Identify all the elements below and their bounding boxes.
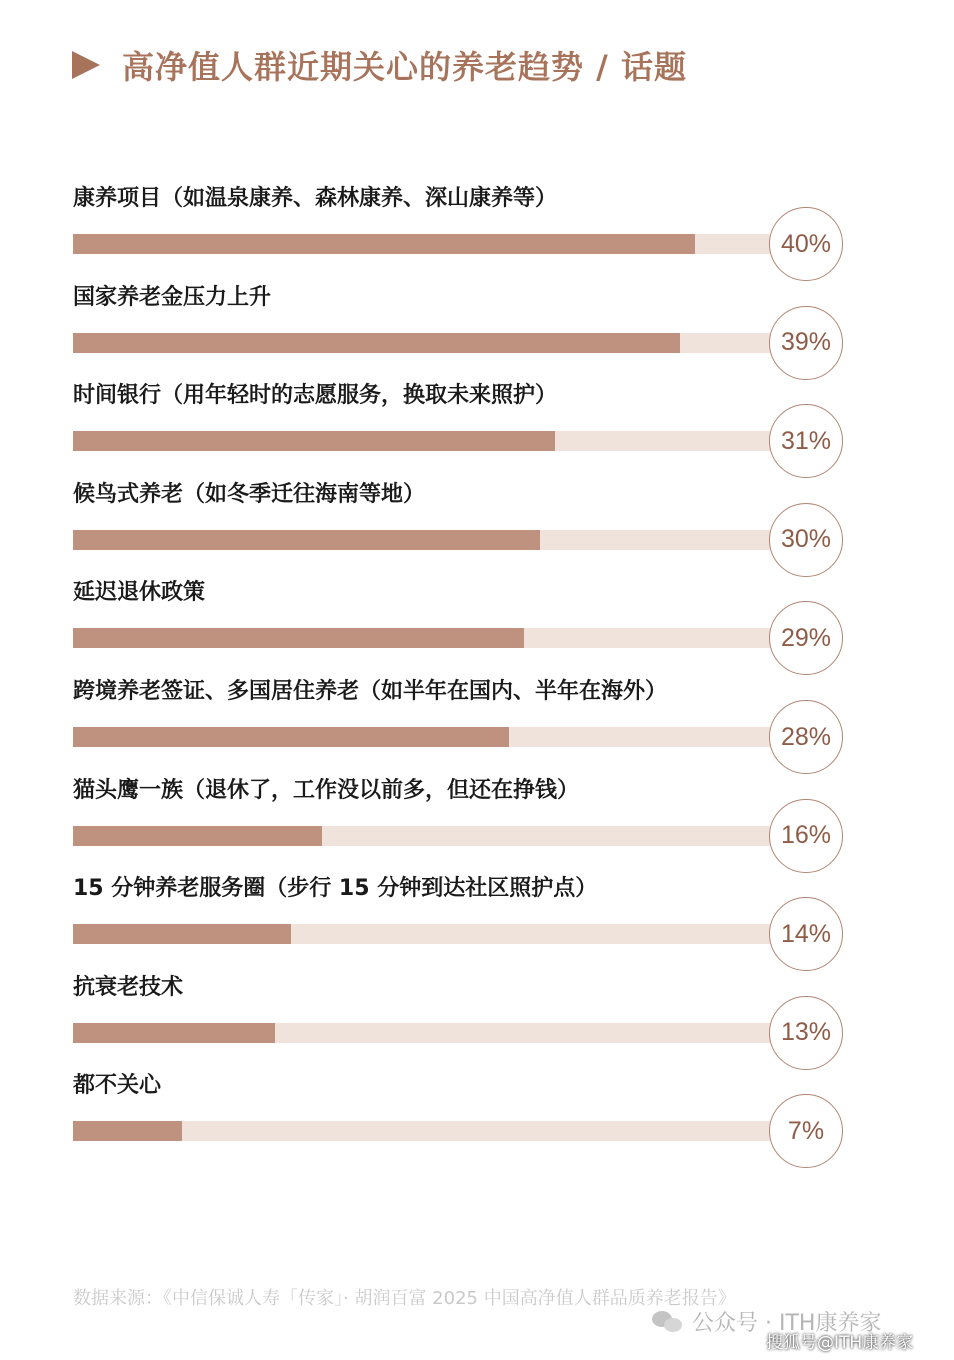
bar-fill bbox=[73, 1023, 275, 1043]
bar-track bbox=[73, 924, 773, 944]
value-label: 40% bbox=[780, 229, 832, 258]
bar-label: 时间银行（用年轻时的志愿服务，换取未来照护） bbox=[73, 383, 558, 409]
bar-fill bbox=[73, 333, 680, 353]
source-note: 数据来源：《中信保诚人寿「传家」· 胡润百富 2025 中国高净值人群品质养老报告》 bbox=[73, 1288, 736, 1309]
value-label: 13% bbox=[780, 1018, 832, 1047]
bar-fill bbox=[73, 530, 540, 550]
value-label: 7% bbox=[787, 1116, 825, 1145]
bar-fill bbox=[73, 431, 555, 451]
bar-fill bbox=[73, 234, 695, 254]
watermark-text: 公众号 · ITH康养家 bbox=[692, 1311, 882, 1336]
bar-track bbox=[73, 234, 773, 254]
value-circle bbox=[769, 306, 843, 380]
bar-label: 康养项目（如温泉康养、森林康养、深山康养等） bbox=[73, 186, 558, 211]
value-label: 16% bbox=[780, 821, 832, 850]
value-label: 30% bbox=[780, 525, 832, 554]
bar-label: 候鸟式养老（如冬季迁往海南等地） bbox=[73, 481, 426, 507]
value-circle bbox=[769, 996, 843, 1070]
bar-label: 延迟退休政策 bbox=[73, 580, 206, 606]
sohu-watermark: 搜狐号@ITH康养家 bbox=[766, 1333, 914, 1353]
bar-label: 猫头鹰一族（退休了，工作没以前多，但还在挣钱） bbox=[73, 777, 580, 803]
value-circle bbox=[769, 404, 843, 478]
value-circle bbox=[769, 207, 843, 281]
value-label: 28% bbox=[780, 722, 832, 751]
value-label: 39% bbox=[780, 328, 832, 357]
bar-label: 15 分钟养老服务圈（步行 15 分钟到达社区照护点） bbox=[73, 876, 598, 902]
value-circle bbox=[769, 503, 843, 577]
value-label: 29% bbox=[780, 623, 832, 652]
bar-track bbox=[73, 727, 773, 747]
bar-track bbox=[73, 1121, 773, 1141]
bar-track bbox=[73, 826, 773, 846]
bar-track bbox=[73, 333, 773, 353]
bar-fill bbox=[73, 826, 322, 846]
bar-label: 跨境养老签证、多国居住养老（如半年在国内、半年在海外） bbox=[73, 679, 668, 704]
value-label: 31% bbox=[780, 426, 832, 455]
bar-track bbox=[73, 431, 773, 451]
bar-fill bbox=[73, 628, 524, 648]
value-circle bbox=[769, 1094, 843, 1168]
bar-label: 抗衰老技术 bbox=[73, 974, 184, 1000]
value-circle bbox=[769, 897, 843, 971]
bar-fill bbox=[73, 727, 509, 747]
wechat-icon bbox=[652, 1309, 684, 1335]
bar-label: 国家养老金压力上升 bbox=[73, 284, 272, 310]
value-circle bbox=[769, 700, 843, 774]
value-circle bbox=[769, 799, 843, 873]
value-circle bbox=[769, 601, 843, 675]
bar-label: 都不关心 bbox=[73, 1073, 162, 1099]
bar-fill bbox=[73, 1121, 182, 1141]
page-title: 高净值人群近期关心的养老趋势 / 话题 bbox=[122, 48, 687, 86]
value-label: 14% bbox=[780, 919, 832, 948]
bar-track bbox=[73, 530, 773, 550]
bar-track bbox=[73, 628, 773, 648]
bar-track bbox=[73, 1023, 773, 1043]
bar-fill bbox=[73, 924, 291, 944]
